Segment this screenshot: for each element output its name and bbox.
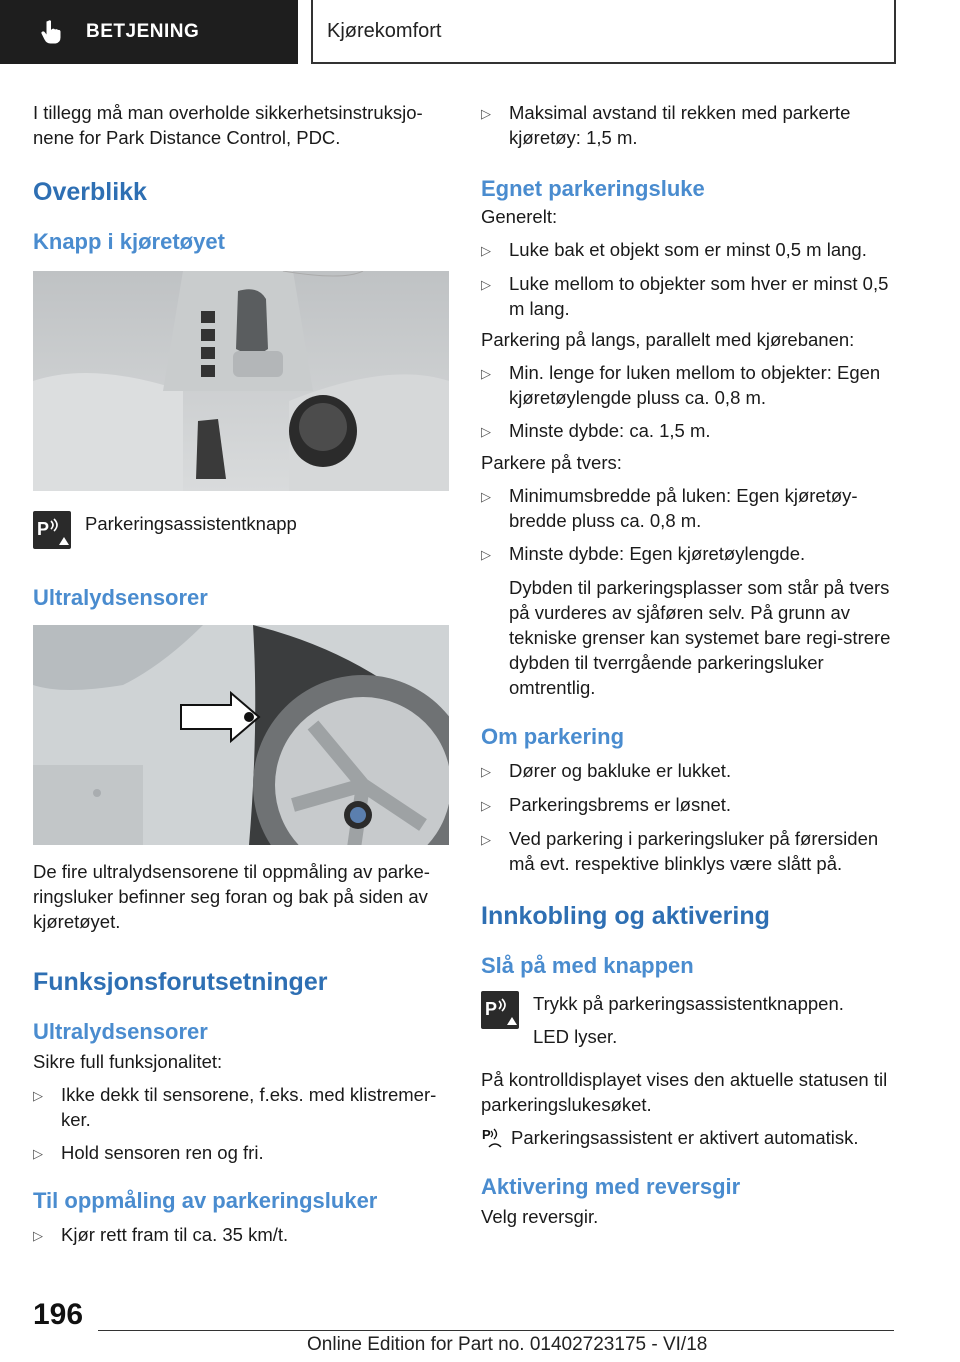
bullet-triangle-icon: ▷	[481, 366, 491, 381]
page-number: 196	[33, 1298, 84, 1331]
intro-line-1: I tillegg må man overholde sikkerhetsinstruksjo-	[33, 102, 423, 123]
list-item: ▷ Kjør rett fram til ca. 35 km/t.	[33, 1222, 451, 1248]
press-text: Trykk på parkeringsassistentknappen.	[533, 993, 844, 1014]
list-item: ▷ Hold sensoren ren og fri.	[33, 1140, 451, 1166]
console-button-photo	[33, 271, 449, 491]
sensor-location-photo	[33, 625, 449, 845]
cross-note: Dybden til parkeringsplasser som står på tvers på vurderes av sjåføren selv. På grunn av tekniske grenser kan systemet bare regi-strere dybden til tverrgående parkeringsluker omtrentlig.	[509, 577, 891, 698]
bullet-triangle-icon: ▷	[33, 1146, 43, 1161]
bullet-triangle-icon: ▷	[33, 1228, 43, 1243]
button-on-heading: Slå på med knappen	[481, 953, 694, 978]
auto-row	[481, 1125, 901, 1150]
parallel-label: Parkering på langs, parallelt med kjørebanen:	[481, 329, 855, 350]
prereq-intro: Sikre full funksjonalitet:	[33, 1051, 223, 1072]
intro-line-2: nene for Park Distance Control, PDC.	[33, 127, 341, 148]
section-tab-label: BETJENING	[86, 21, 200, 42]
chapter-title: Kjørekomfort	[311, 0, 896, 64]
suitable-heading: Egnet parkeringsluke	[481, 176, 705, 201]
right-column	[481, 100, 901, 1229]
bullet-triangle-icon: ▷	[481, 424, 491, 439]
reverse-heading: Aktivering med reversgir	[481, 1174, 741, 1199]
list-item: ▷ Minste dybde: ca. 1,5 m.	[481, 418, 901, 444]
svg-text:P: P	[485, 999, 498, 1019]
reverse-text: Velg reversgir.	[481, 1206, 599, 1227]
press-row	[481, 991, 901, 1049]
list-item: ▷ Minimumsbredde på luken: Egen kjøretøy-bredde pluss ca. 0,8 m.	[481, 485, 858, 531]
list-item: ▷ Ikke dekk til sensorene, f.eks. med klistremer-ker.	[33, 1084, 437, 1130]
svg-text:P: P	[482, 1127, 491, 1142]
overview-heading: Overblikk	[33, 178, 147, 206]
sensors-heading: Ultralydsensorer	[33, 585, 208, 610]
auto-text: Parkeringsassistent er aktivert automatisk.	[511, 1127, 859, 1148]
edition-text: Online Edition for Part no. 01402723175 - VI/18	[307, 1334, 708, 1355]
list-item: ▷ Dører og bakluke er lukket.	[481, 758, 901, 784]
footer-divider	[98, 1330, 894, 1331]
led-text: LED lyser.	[533, 1026, 618, 1047]
bullet-triangle-icon: ▷	[481, 489, 491, 504]
sensors-text-1: De fire ultralydsensorene til oppmåling av parke-	[33, 861, 430, 882]
bullet-triangle-icon: ▷	[481, 832, 491, 847]
list-item: ▷ Luke mellom to objekter som hver er minst 0,5 m lang.	[481, 273, 889, 319]
bullet-triangle-icon: ▷	[481, 243, 491, 258]
prereq-heading: Funksjonsforutsetninger	[33, 968, 328, 996]
general-label: Generelt:	[481, 206, 558, 227]
bullet-triangle-icon: ▷	[481, 547, 491, 562]
left-column	[33, 100, 451, 1248]
button-caption-row	[33, 511, 451, 549]
activation-heading: Innkobling og aktivering	[481, 902, 770, 930]
svg-text:P: P	[37, 519, 50, 539]
sensors-text-3: kjøretøyet.	[33, 911, 121, 932]
parking-assistant-icon	[481, 991, 519, 1029]
hand-pointer-icon	[40, 19, 64, 45]
parking-status-icon	[481, 1125, 505, 1149]
list-item: ▷ Minste dybde: Egen kjøretøylengde.	[481, 541, 901, 567]
list-item: ▷ Parkeringsbrems er løsnet.	[481, 792, 901, 818]
section-tab	[0, 0, 298, 64]
cross-label: Parkere på tvers:	[481, 452, 622, 473]
bullet-triangle-icon: ▷	[481, 764, 491, 779]
list-item: ▷ Ved parkering i parkeringsluker på førersiden må evt. respektive blinklys være slått på.	[481, 828, 879, 874]
bullet-triangle-icon: ▷	[481, 277, 491, 292]
list-item: ▷ Luke bak et objekt som er minst 0,5 m lang.	[481, 237, 901, 263]
measure-heading: Til oppmåling av parkeringsluker	[33, 1188, 378, 1213]
bullet-triangle-icon: ▷	[481, 798, 491, 813]
sensors-text-2: ringsluker befinner seg foran og bak på siden av	[33, 886, 428, 907]
parking-assistant-icon	[33, 511, 71, 549]
list-item: ▷ Maksimal avstand til rekken med parkerte kjøretøy: 1,5 m.	[481, 102, 851, 148]
about-heading: Om parkering	[481, 724, 625, 749]
bullet-triangle-icon: ▷	[481, 106, 491, 121]
prereq-sub-heading: Ultralydsensorer	[33, 1019, 208, 1044]
bullet-triangle-icon: ▷	[33, 1088, 43, 1103]
button-caption: Parkeringsassistentknapp	[85, 513, 297, 534]
button-heading: Knapp i kjøretøyet	[33, 229, 225, 254]
display-text: På kontrolldisplayet vises den aktuelle statusen til parkeringslukesøket.	[481, 1069, 888, 1115]
list-item: ▷ Min. lenge for luken mellom to objekter: Egen kjøretøylengde pluss ca. 0,8 m.	[481, 362, 881, 408]
